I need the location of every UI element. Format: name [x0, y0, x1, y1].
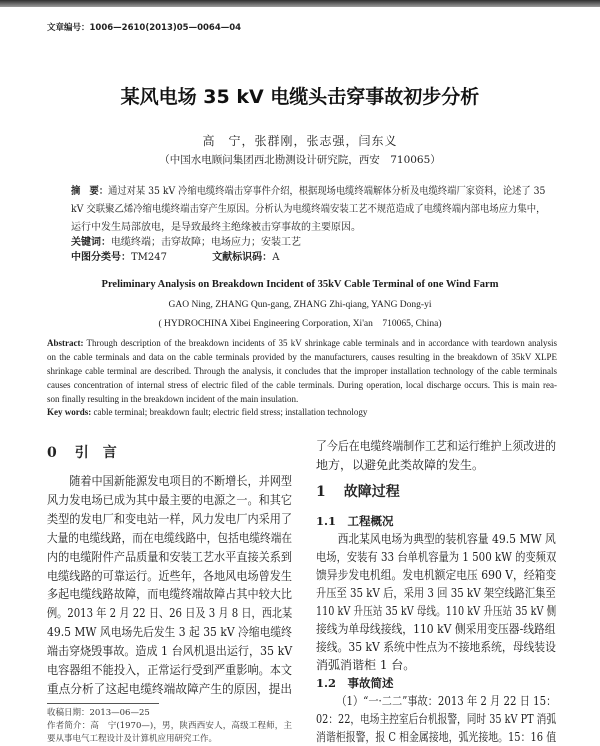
- body-line: 端击穿烧毁事故。造成 1 台风机退出运行，35 kV: [47, 644, 293, 659]
- body-line: 消弧消谐柜 1 台。: [316, 658, 416, 672]
- footnote-line: 要从事电气工程设计及计算机应用研究工作。: [47, 734, 218, 744]
- body-line: 随着中国新能源发电项目的不断增长，并网型: [69, 474, 293, 488]
- abstract-en: [47, 336, 557, 406]
- body-line: 电场，安装有 33 台单机容量为 1 500 kW 的变频双: [316, 550, 557, 564]
- body-line: 内的电缆附件产品质量和安装工艺水平直接关系到: [47, 549, 293, 564]
- body-line: 02：22，电场主控室后台机报警，同时 35 kV PT 消弧: [316, 712, 557, 726]
- introduction-continuation: [316, 437, 556, 475]
- abstract-en-line: Abstract: Through description of the breakdown incidents of 35 kV shrinkage cable terminals and in accordance with teardown analysis: [47, 338, 557, 348]
- article-number: 文章编号：1006—2610(2013)05—0064—04: [47, 23, 242, 33]
- body-line: （1）“一·二二”事故：2013 年 2 月 22 日 15：: [336, 694, 557, 708]
- introduction-paragraph: [47, 472, 292, 699]
- section-number: 0: [47, 445, 57, 461]
- footnote-line: 收稿日期：2013—06—25: [47, 708, 150, 718]
- keywords-en: [47, 405, 557, 419]
- keywords-en-text: cable terminal; breakdown fault; electric field stress; installation technology: [91, 407, 368, 417]
- body-line: 类型的发电厂和变电站一样，风力发电厂内采用了: [47, 511, 293, 526]
- footnotes: [47, 707, 292, 746]
- section-title: 故障过程: [343, 484, 400, 500]
- subsection-heading-project-overview: 1.1 工程概况: [316, 514, 394, 528]
- doc-code-label: 文献标识码：: [212, 252, 273, 263]
- english-authors: GAO Ning, ZHANG Qun-gang, ZHANG Zhi-qiang, YANG Dong-yi: [168, 300, 432, 310]
- abstract-en-line: shrinkage cable terminal are described. Through the analysis, it concludes that the improper installation technology of the cable terminals: [47, 366, 557, 376]
- keywords-cn-label: 关键词：: [71, 237, 111, 248]
- body-line: 了今后在电缆终端制作工艺和运行维护上须改进的: [316, 439, 557, 453]
- footnote-line: 作者简介：高 宁(1970—)，男，陕西西安人，高级工程师，主: [47, 721, 292, 731]
- body-line: 馈异步发电机组。发电机额定电压 690 V，经箱变: [316, 568, 557, 582]
- abstract-cn-label: 摘 要：: [71, 186, 109, 197]
- body-line: 49.5 MW 风电场先后发生 3 起 35 kV 冷缩电缆终: [47, 625, 292, 640]
- abstract-cn: [71, 183, 545, 237]
- keywords-cn-text: 电缆终端；击穿故障；电场应力；安装工艺: [111, 237, 301, 248]
- abstract-cn-line: 摘 要：通过对某 35 kV 冷缩电缆终端击穿事件介绍，根据现场电缆终端解体分析及电缆终端厂家资料，论述了 35: [71, 186, 546, 197]
- body-line: 电容器组不能投入，正常运行受到严重影响。本文: [47, 663, 293, 678]
- body-line: 电缆线路的可靠运行。近些年，各地风电场曾发生: [47, 568, 293, 583]
- abstract-en-label: Abstract:: [47, 338, 84, 348]
- body-line: 风力发电场已成为其中最主要的电源之一。和其它: [47, 492, 293, 507]
- keywords-cn: [71, 236, 545, 250]
- section-title: 引 言: [74, 445, 117, 461]
- abstract-en-line: causes concentration of internal stress of electric filed of the cable terminals. During operation, local discharge occurs. This is main rea-: [47, 380, 557, 390]
- clc-label: 中图分类号：: [71, 252, 131, 263]
- section-heading-fault-process: [316, 483, 556, 501]
- author-list: 高 宁，张群刚，张志强，闫东义: [202, 134, 398, 148]
- section-number: 1: [316, 484, 326, 500]
- body-line: 大量的电缆线路，而在电缆线路中，包括电缆终端在: [47, 530, 293, 545]
- abstract-cn-line: kV 交联聚乙烯冷缩电缆终端击穿产生原因。分析认为电缆终端安装工艺不规范造成了电缆终端内部电场应力集中，: [71, 204, 546, 215]
- fault-process-body: [316, 512, 556, 746]
- body-line: 接线为单母线接线，110 kV 侧采用变压器-线路组: [316, 622, 556, 636]
- clc-code: TM247: [131, 252, 167, 263]
- keywords-en-label: Key words:: [47, 407, 92, 417]
- body-line: 接线。35 kV 系统中性点为不接地系统，母线装设: [316, 640, 556, 654]
- body-line: 重点分析了这起电缆终端故障产生的原因，提出: [47, 681, 293, 696]
- abstract-cn-line: 运行中发生局部放电，是导致最终主绝缘被击穿事故的主要原因。: [71, 222, 361, 233]
- page-header-band: [0, 0, 600, 7]
- abstract-en-line: on the cable terminals and data on the cable terminals provided by the manufacturers, causes resulting in the breakdown of 35kV XLPE: [47, 352, 557, 362]
- body-line: 西北某风电场为典型的装机容量 49.5 MW 风: [337, 532, 556, 546]
- footnote-divider: [47, 703, 159, 704]
- body-line: 地方，以避免此类故障的发生。: [316, 458, 485, 472]
- body-line: 升压至 35 kV 后，采用 3 回 35 kV 架空线路汇集至: [316, 586, 556, 600]
- body-line: 多起电缆线路故障，而电缆终端故障占其中较大比: [47, 587, 293, 602]
- paper-title: 某风电场 35 kV 电缆头击穿事故初步分析: [120, 86, 480, 108]
- body-line: 消谐柜报警，报 C 相金属接地，弧光接地。15：16 值: [316, 730, 557, 744]
- subsection-heading-accident-summary: 1.2 事故简述: [316, 676, 394, 690]
- abstract-en-line: son finally resulting in the breakdown incident of the main insulation.: [47, 394, 299, 404]
- affiliation: （中国水电顾问集团西北勘测设计研究院，西安 710065）: [159, 154, 441, 166]
- doc-code: A: [272, 252, 280, 263]
- english-title: Preliminary Analysis on Breakdown Incident of 35kV Cable Terminal of one Wind Farm: [101, 279, 499, 290]
- section-heading-introduction: [47, 444, 292, 462]
- classification-line: [71, 251, 545, 265]
- body-line: 110 kV 升压站 35 kV 母线。110 kV 升压站 35 kV 侧: [316, 604, 557, 618]
- english-affiliation: ( HYDROCHINA Xibei Engineering Corporation, Xi'an 710065, China): [158, 319, 442, 329]
- body-line: 例。2013 年 2 月 22 日、26 日及 3 月 8 日，西北某: [47, 606, 293, 621]
